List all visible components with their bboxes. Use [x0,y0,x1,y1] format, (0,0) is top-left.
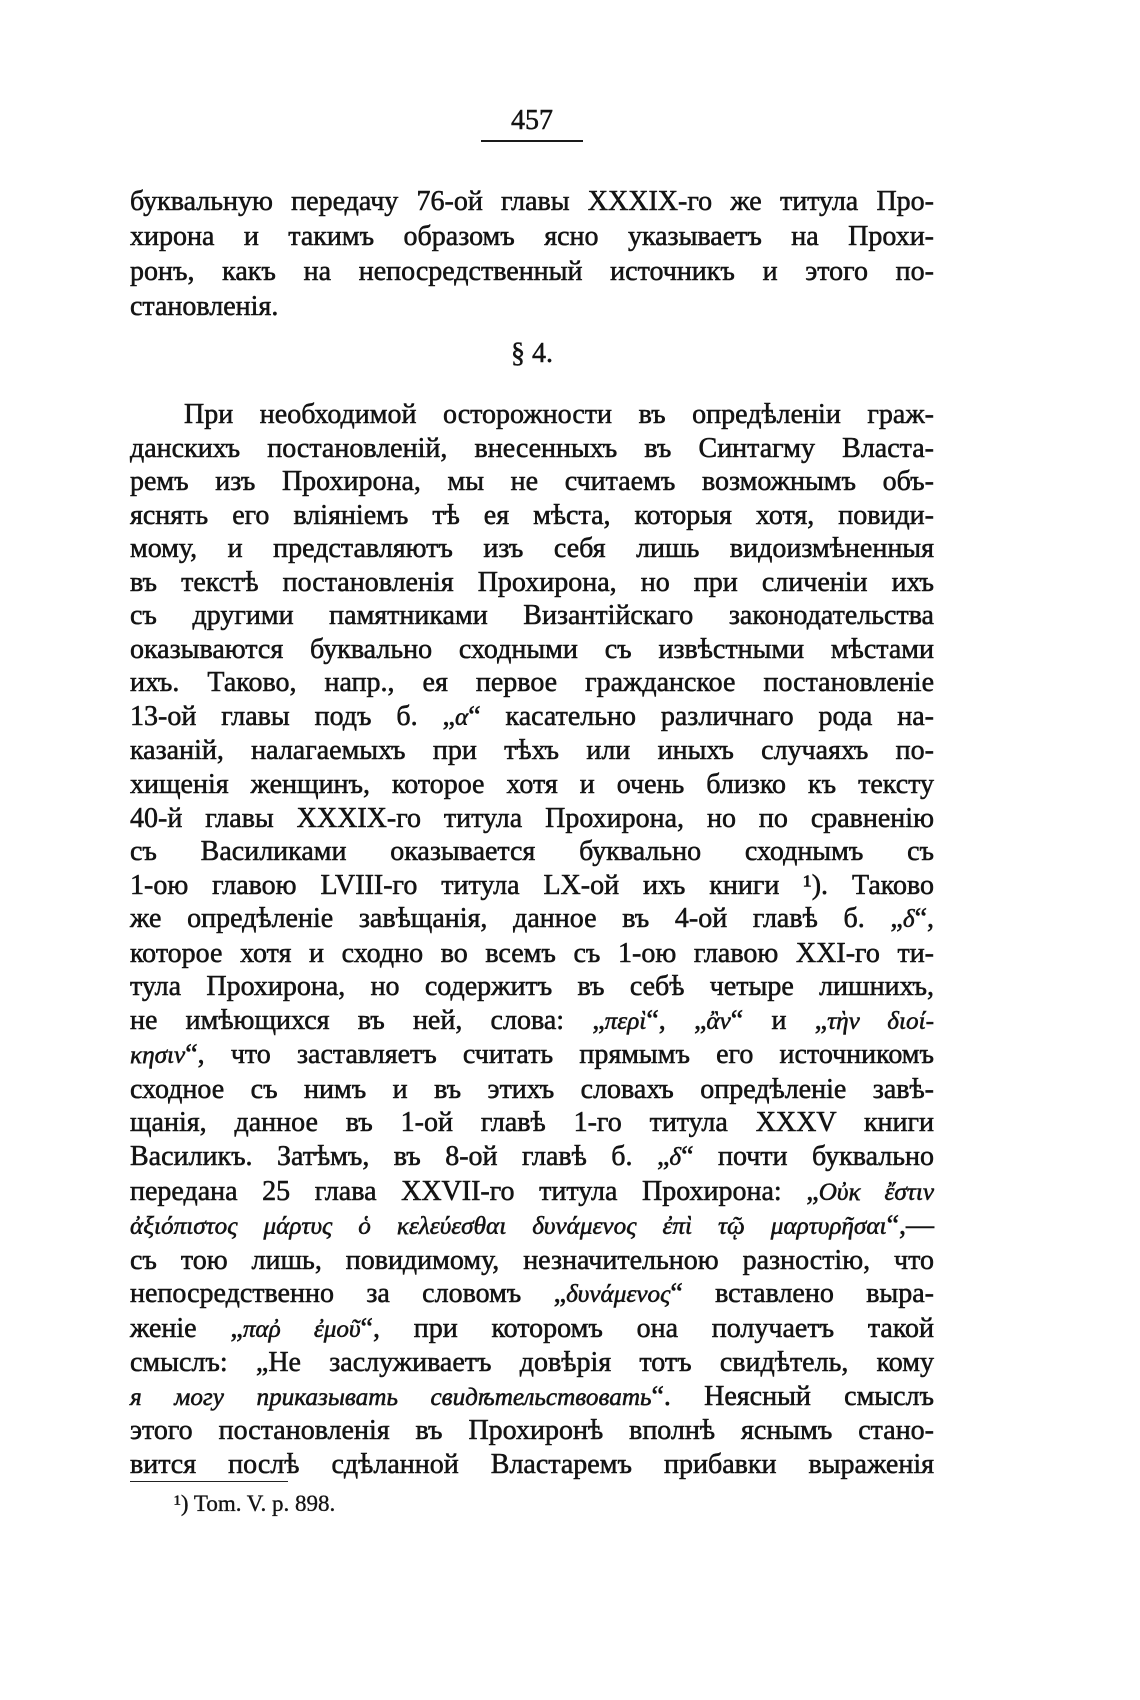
text-line [130,1209,934,1244]
italic-phrase: ἂν [706,1007,731,1035]
text-segment: “ вставлено выра- [670,1278,934,1310]
text-line [130,1175,934,1210]
text-line: буквальную передачу 76-ой главы XXXIX-го же титула Про- [130,186,934,217]
text-line: хищенія женщинъ, которое хотя и очень близко къ тексту [130,769,934,801]
italic-phrase: δ [902,906,915,934]
text-segment: “,— [886,1210,934,1242]
footnote-separator [130,1481,288,1482]
text-segment: не имѣющихся въ ней, слова: „ [130,1004,605,1036]
text-line: При необходимой осторожности въ опредѣленіи граж- [184,399,934,430]
text-line: въ текстѣ постановленія Прохирона, но при сличеніи ихъ [130,566,934,598]
paragraph-main [130,398,934,1482]
footnote: ¹) Tom. V. p. 898. [174,1491,336,1516]
text-line [130,902,934,937]
text-line: становленія. [130,291,279,322]
text-line: съ тою лишь, повидимому, незначительною разностію, что [130,1244,934,1276]
text-line [130,1277,934,1312]
text-segment: “ и „ [730,1004,828,1036]
text-segment: “, что заставляетъ считать прямымъ его источникомъ [185,1039,934,1071]
text-line: казаній, налагаемыхъ при тѣхъ или иныхъ случаяхъ по- [130,735,934,767]
text-line: этого постановленія въ Прохиронѣ вполнѣ яснымъ стано- [130,1415,934,1447]
text-segment: “. Неясный смыслъ [651,1380,934,1412]
italic-phrase: δ [669,1144,682,1172]
text-segment: “, „ [646,1004,707,1036]
text-segment: “ почти буквально [681,1141,934,1173]
text-line: оказываются буквально сходными съ извѣстными мѣстами [130,633,934,665]
italic-phrase: κησιν [130,1042,186,1070]
text-line: ронъ, какъ на непосредственный источникъ и этого по- [130,256,934,287]
text-segment: же опредѣленіе завѣщанія, данное въ 4-ой главѣ б. „ [130,903,903,935]
text-line: съ другими памятниками Византійскаго законодательства [130,600,934,632]
text-line: съ Василиками оказывается буквально сходнымъ съ [130,836,934,868]
text-line: данскихъ постановленій, внесенныхъ въ Синтагму Власта- [130,432,934,464]
italic-phrase: ἀξιόπιστος μάρτυς ὁ κελεύεσθαι δυνάμενος ἐπὶ τῷ μαρτυρῆσαι [130,1213,887,1241]
text-segment: 13-ой главы подъ б. „ [130,700,455,732]
italic-phrase: Οὐκ ἔστιν [818,1178,934,1206]
text-segment: “, при которомъ она получаетъ такой [360,1312,934,1344]
text-line: хирона и такимъ образомъ ясно указываетъ на Прохи- [130,221,934,252]
italic-phrase: δυνάμενος [566,1281,671,1309]
italic-phrase: παῤ ἐμοῦ [242,1315,361,1343]
italic-phrase: я могу приказывать свидѣтельствовать [130,1383,652,1411]
text-line: ремъ изъ Прохирона, мы не считаемъ возможнымъ объ- [130,466,934,498]
text-line [130,700,934,735]
text-line: мому, и представляютъ изъ себя лишь видоизмѣненныя [130,533,934,565]
text-line: ихъ. Таково, напр., ея первое гражданское постановленіе [130,667,934,699]
text-line: 40-й главы XXXIX-го титула Прохирона, но по сравненію [130,802,934,834]
text-line [130,1140,934,1175]
text-line [130,1380,934,1415]
text-line: которое хотя и сходно во всемъ съ 1-ою главою XXI-го ти- [130,937,934,969]
text-line: смыслъ: „Не заслуживаетъ довѣрія тотъ свидѣтель, кому [130,1347,934,1379]
page-header [130,104,934,142]
text-line: тула Прохирона, но содержитъ въ себѣ четыре лишнихъ, [130,971,934,1003]
paragraph-continuation [130,184,934,324]
text-line [130,1004,934,1039]
text-segment: “ касательно различнаго рода на- [468,700,934,732]
text-segment: непосредственно за словомъ „ [130,1278,567,1310]
section-heading: § 4. [511,338,553,369]
text-segment: “, [914,903,934,935]
text-segment: передана 25 глава XXVII-го титула Прохирона: „ [130,1175,819,1207]
text-line: яснять его вліяніемъ тѣ ея мѣста, которыя хотя, повиди- [130,499,934,531]
text-segment: Василикъ. Затѣмъ, въ 8-ой главѣ б. „ [130,1141,670,1173]
text-line: щанія, данное въ 1-ой главѣ 1-го титула XXXV книги [130,1107,934,1139]
italic-phrase: α [454,703,469,731]
text-line: вится послѣ сдѣланной Властаремъ прибавки выраженія [130,1448,934,1480]
text-line [130,1312,934,1347]
page-number: 457 [481,104,583,142]
italic-phrase: τὴν διοί- [827,1007,934,1035]
text-line [130,1038,934,1073]
italic-phrase: περὶ [604,1007,647,1035]
text-line: 1-ою главою LVIII-го титула LX-ой ихъ книги ¹). Таково [130,869,934,901]
text-segment: женіе „ [130,1312,243,1344]
text-line: сходное съ нимъ и въ этихъ словахъ опредѣленіе завѣ- [130,1073,934,1105]
